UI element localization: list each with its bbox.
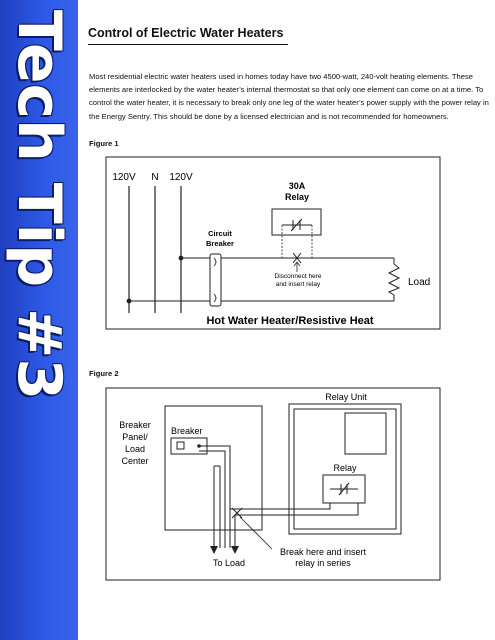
relay-unit-relay-label: Relay [333,463,357,473]
intro-paragraph: Most residential electric water heaters used in homes today have two 4500-watt, 240-volt heating elements. These elements are interlocked by the water heater’s internal thermostat so that only one element can come on at a time. To control the water heater, it is necessary to break only one leg of the water heater’s power supply with the power relay in the Energy Sentry. This should be done by a licensed electrician and is not recommended for homeowners. [89,72,489,121]
panel-label-2: Panel/ [122,432,148,442]
break-label-2: relay in series [295,558,351,568]
line2-label: 120V [169,172,193,183]
disconnect-label-2: and insert relay [275,281,321,288]
relay-unit-display [345,413,386,454]
breaker-label-2: Breaker [206,239,234,248]
line1-label: 120V [112,172,136,183]
neutral-label: N [151,172,159,183]
breaker-label-1: Circuit [208,229,232,238]
relay-label: Relay [284,192,310,202]
relay-amps: 30A [288,181,306,191]
panel-breaker-label: Breaker [171,426,203,436]
panel-label-3: Load [124,444,146,454]
figure1-caption: Hot Water Heater/Resistive Heat [206,315,374,327]
relay-unit-label: Relay Unit [325,392,367,402]
page-title: Control of Electric Water Heaters [88,26,284,40]
relay-wire-out [230,503,330,509]
break-label-1: Break here and insert [279,547,367,557]
panel-label-4: Center [121,456,149,466]
figure2-label: Figure 2 [89,369,119,378]
load-label: Load [408,277,431,288]
panel-label-1: Breaker [119,420,151,430]
figure1-label: Figure 1 [89,139,119,148]
to-load-arrow-left [210,546,218,554]
break-pointer [240,517,272,549]
disconnect-label-1: Disconnect here [274,273,322,280]
figure2-border [106,388,440,580]
wire-a-outer [199,451,225,548]
tech-tip-title: Tech Tip #3 [4,9,74,401]
to-load-label: To Load [212,558,246,568]
